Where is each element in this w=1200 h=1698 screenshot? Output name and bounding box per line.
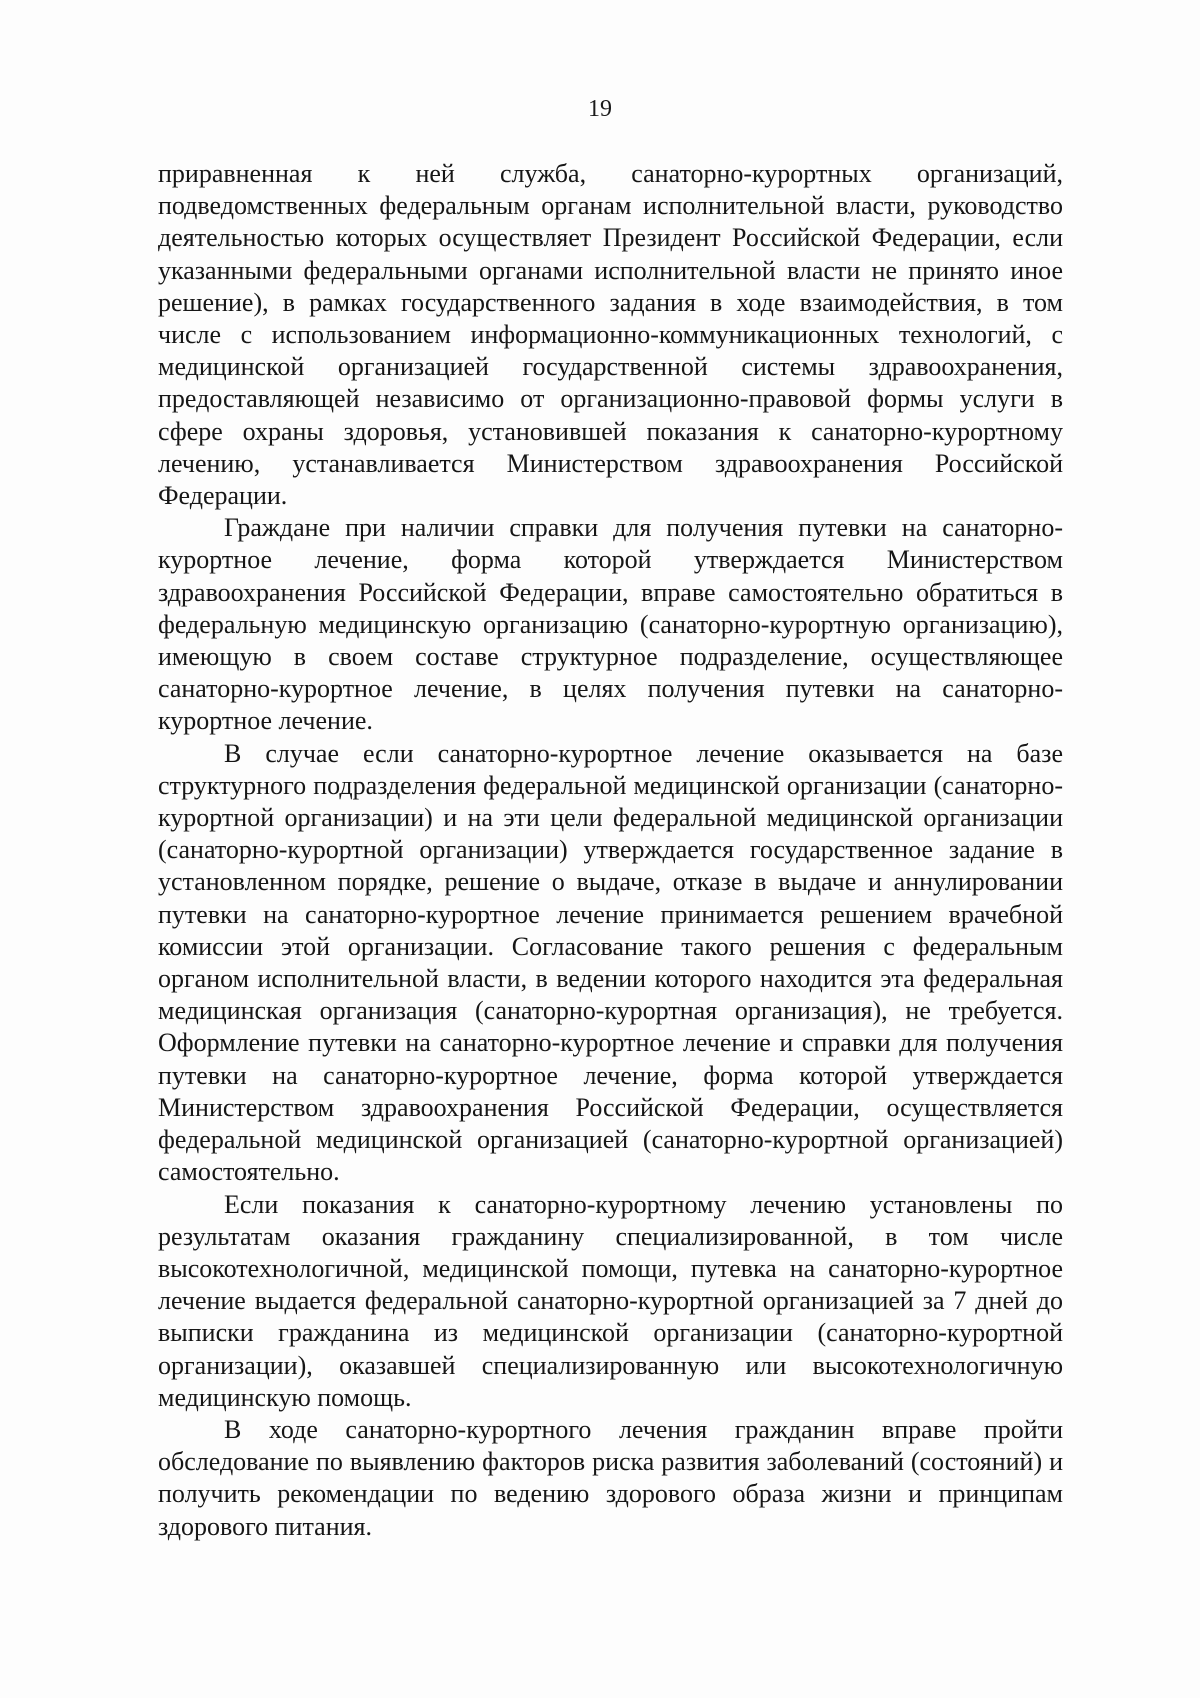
paragraph-citizens-certificate: Граждане при наличии справки для получения путевки на санаторно-курортное лечение, форма которой утверждается Министерством здравоохранения Российской Федерации, вправе самостоятельно обратиться в федеральную медицинскую организацию (санаторно-курортную организацию), имеющую в своем составе структурное подразделение, осуществляющее санаторно-курортное лечение, в целях получения путевки на санаторно-курортное лечение. [158, 513, 1063, 736]
paragraph-examination: В ходе санаторно-курортного лечения гражданин вправе пройти обследование по выявлению факторов риска развития заболеваний (состояний) и получить рекомендации по ведению здорового образа жизни и принципам здорового питания. [158, 1414, 1063, 1541]
paragraph-structural-division: В случае если санаторно-курортное лечение оказывается на базе структурного подразделения федеральной медицинской организации (санаторно-курортной организации) и на эти цели федеральной медицинской организации (санаторно-курортной организации) утверждается государственное задание в установленном порядке, решение о выдаче, отказе в выдаче и аннулировании путевки на санаторно-курортное лечение принимается решением врачебной комиссии этой организации. Согласование такого решения с федеральным органом исполнительной власти, в ведении которого находится эта федеральная медицинская организация (санаторно-курортная организация), не требуется. Оформление путевки на санаторно-курортное лечение и справки для получения путевки на санаторно-курортное лечение, форма которой утверждается Министерством здравоохранения Российской Федерации, осуществляется федеральной медицинской организацией (санаторно-курортной организацией) самостоятельно. [158, 738, 1063, 1187]
document-body [158, 158, 1063, 1543]
page-number: 19 [588, 96, 612, 122]
paragraph-continuation: приравненная к ней служба, санаторно-курортных организаций, подведомственных федеральным органам исполнительной власти, руководство деятельностью которых осуществляет Президент Российской Федерации, если указанными федеральными органами исполнительной власти не принято иное решение), в рамках государственного задания в ходе взаимодействия, в том числе с использованием информационно-коммуникационных технологий, с медицинской организацией государственной системы здравоохранения, предоставляющей независимо от организационно-правовой формы услуги в сфере охраны здоровья, установившей показания к санаторно-курортному лечению, устанавливается Министерством здравоохранения Российской Федерации. [158, 159, 1063, 511]
paragraph-specialized-care: Если показания к санаторно-курортному лечению установлены по результатам оказания гражданину специализированной, в том числе высокотехнологичной, медицинской помощи, путевка на санаторно-курортное лечение выдается федеральной санаторно-курортной организацией за 7 дней до выписки гражданина из медицинской организации (санаторно-курортной организации), оказавшей специализированную или высокотехнологичную медицинскую помощь. [158, 1189, 1063, 1412]
